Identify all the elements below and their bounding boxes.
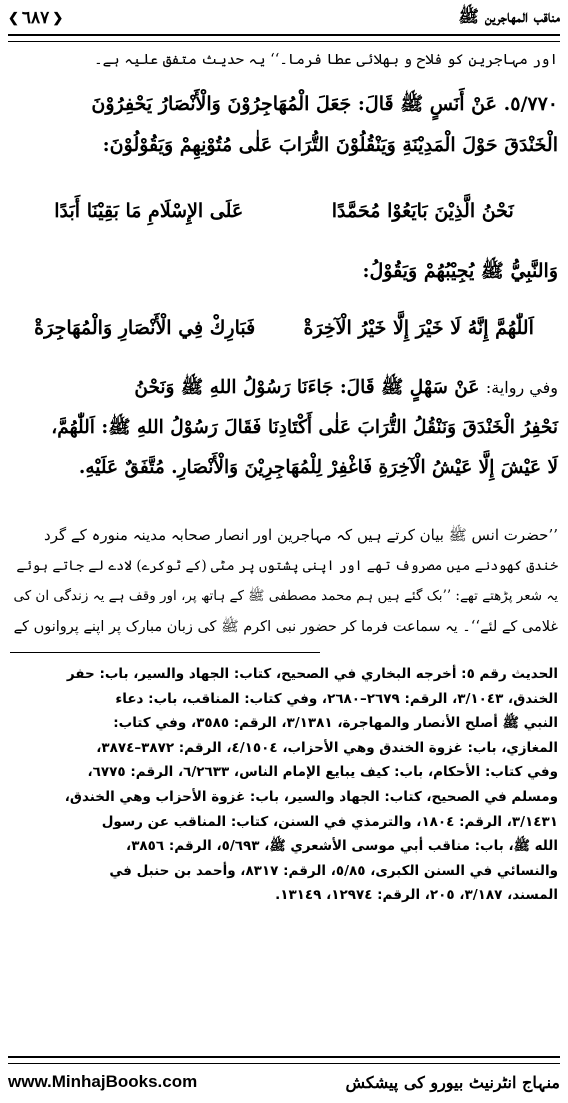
ornament-left: ❮ bbox=[8, 10, 19, 26]
verse-2-second-hemistich: فَبَارِكْ فِي الْأَنْصَارِ وَالْمُهَاجِرَةْ bbox=[34, 317, 256, 339]
hadith-line-1-text: عَنْ أَنَسٍ ﷺ قَالَ: جَعَلَ الْمُهَاجِرُوْنَ وَالْأَنْصَارُ يَحْفِرُوْنَ bbox=[91, 93, 497, 115]
reference-line: ٣/١٤٣١، الرقم: ١٨٠٤، والترمذي في السنن، كتاب: المناقب عن رسول bbox=[101, 813, 558, 830]
reference-line: الخندق، ٣/١٠٤٣، الرقم: ٢٦٧٩–٢٦٨٠، وفي كتاب: المناقب، باب: دعاء bbox=[115, 690, 558, 707]
riwaya-line-2: نَحْفِرُ الْخَنْدَقَ وَنَنْقُلُ التُّرَابَ عَلٰى أَكْتَادِنَا فَقَالَ رَسُوْلُ اللهِ ﷺ: اَللّٰهُمَّ، bbox=[51, 417, 558, 438]
header-divider bbox=[8, 34, 560, 42]
riwaya-line-3: لَا عَيْشَ إِلَّا عَيْشُ الْآخِرَةِ فَاغْفِرْ لِلْمُهَاجِرِيْنَ وَالْأَنْصَارِ. مُتَّفَقٌ عَلَيْهِ. bbox=[78, 457, 558, 478]
translation-line: غلامی کے لئے‘‘۔ یہ سماعت فرما کر حضور نبی اکرم ﷺ کی زبان مبارک پر اپنے پروانوں کے bbox=[13, 618, 558, 635]
page-number bbox=[8, 8, 63, 28]
translation-line: ’’حضرت انس ﷺ بیان کرتے ہیں کہ مہاجرین اور انصار صحابہ مدینہ منورہ کے گرد bbox=[44, 526, 558, 544]
verse-1-second-hemistich: عَلَى الإِسْلَامِ مَا بَقِيْنَا أَبَدًا bbox=[54, 200, 244, 222]
reference-line: وفي كتاب: الأحكام، باب: كيف يبايع الإمام الناس، ٦/٢٦٣٣، الرقم: ٦٧٧٥، bbox=[87, 764, 558, 781]
verse-couplet-2 bbox=[10, 317, 558, 339]
footnote-divider bbox=[10, 652, 320, 653]
ornament-right: ❯ bbox=[52, 10, 64, 26]
reference-line: ومسلم في الصحيح، كتاب: الجهاد والسير، باب: غزوة الأحزاب وهي الخندق، bbox=[64, 788, 558, 805]
hadith-number: ٥/٧٧٠. bbox=[503, 93, 558, 115]
reference-line: النبي ﷺ أصلح الأنصار والمهاجرة، ٣/١٣٨١، الرقم: ٣٥٨٥، وفي كتاب: bbox=[113, 715, 558, 732]
urdu-translation bbox=[10, 520, 558, 642]
footer-divider bbox=[8, 1056, 560, 1064]
reference-line: الله ﷺ، باب: مناقب أبي موسى الأشعري ﷺ، ٥/٦٩٣، الرقم: ٣٨٥٦، bbox=[126, 838, 558, 855]
hadith-line-2: الْخَنْدَقَ حَوْلَ الْمَدِيْنَةِ وَيَنْقُلُوْنَ التُّرَابَ عَلٰى مُتُوْنِهِمْ وَيَقُوْلُوْنَ: bbox=[102, 134, 558, 156]
hadith-arabic bbox=[10, 84, 558, 166]
hadith-references bbox=[10, 662, 558, 908]
riwaya-block bbox=[10, 368, 558, 488]
verse-2-first-hemistich: اَللّٰهُمَّ إِنَّهُ لَا خَيْرَ إِلَّا خَيْرُ الْآخِرَةْ bbox=[303, 317, 534, 339]
publisher-credit: منہاج انٹرنیٹ بیورو کی پیشکش bbox=[345, 1072, 560, 1092]
riwaya-line-1 bbox=[10, 368, 558, 408]
intro-urdu-line: اور مہاجرین کو فلاح و بھلائی عطا فرما۔‘‘ یہ حدیث متفق علیہ ہے۔ bbox=[94, 52, 558, 68]
page-footer bbox=[8, 1066, 560, 1098]
riwaya-lead: وفي رواية: bbox=[485, 378, 558, 397]
translation-line: یہ شعر پڑھتے تھے: ’’بک گئے ہیں ہم محمد مصطفی ﷺ کے ہاتھ پر، اور وقف ہے یہ زندگی ان کی bbox=[13, 588, 558, 604]
reference-line: المغازي، باب: غزوة الخندق وهي الأحزاب، ٤/١٥٠٤، الرقم: ٣٨٧٢–٣٨٧٤، bbox=[96, 739, 558, 756]
page-header bbox=[8, 4, 560, 32]
page-number-value: ٦٨٧ bbox=[21, 8, 50, 28]
translation-line: خندق کھودنے میں مصروف تھے اور اپنی پشتوں پر مٹی (کے ٹوکرے) لادے لے جاتے ہوئے bbox=[16, 557, 558, 574]
prophet-reply-line: وَالنَّبِيُّ ﷺ يُجِيْبُهُمْ وَيَقُوْلُ: bbox=[362, 260, 558, 282]
riwaya-line-1-text: عَنْ سَهْلٍ ﷺ قَالَ: جَاءَنَا رَسُوْلُ اللهِ ﷺ وَنَحْنُ bbox=[134, 377, 480, 398]
hadith-line-1 bbox=[10, 84, 558, 125]
reference-line: المسند، ٣/١٨٧، ٢٠٥، الرقم: ١٢٩٧٤، ١٣١٤٩. bbox=[275, 887, 558, 904]
verse-couplet-1 bbox=[10, 200, 558, 222]
verse-1-first-hemistich: نَحْنُ الَّذِيْنَ بَايَعُوْا مُحَمَّدًا bbox=[331, 200, 514, 222]
reference-line: الحديث رقم ٥: أخرجه البخاري في الصحيح، كتاب: الجهاد والسير، باب: حفر bbox=[66, 666, 558, 682]
website-link[interactable]: www.MinhajBooks.com bbox=[8, 1072, 198, 1091]
reference-line: والنسائي في السنن الكبرى، ٥/٨٥، الرقم: ٨٣١٧، وأحمد بن حنبل في bbox=[109, 862, 558, 879]
running-title: مناقب المهاجرين ﷺ bbox=[458, 6, 560, 27]
